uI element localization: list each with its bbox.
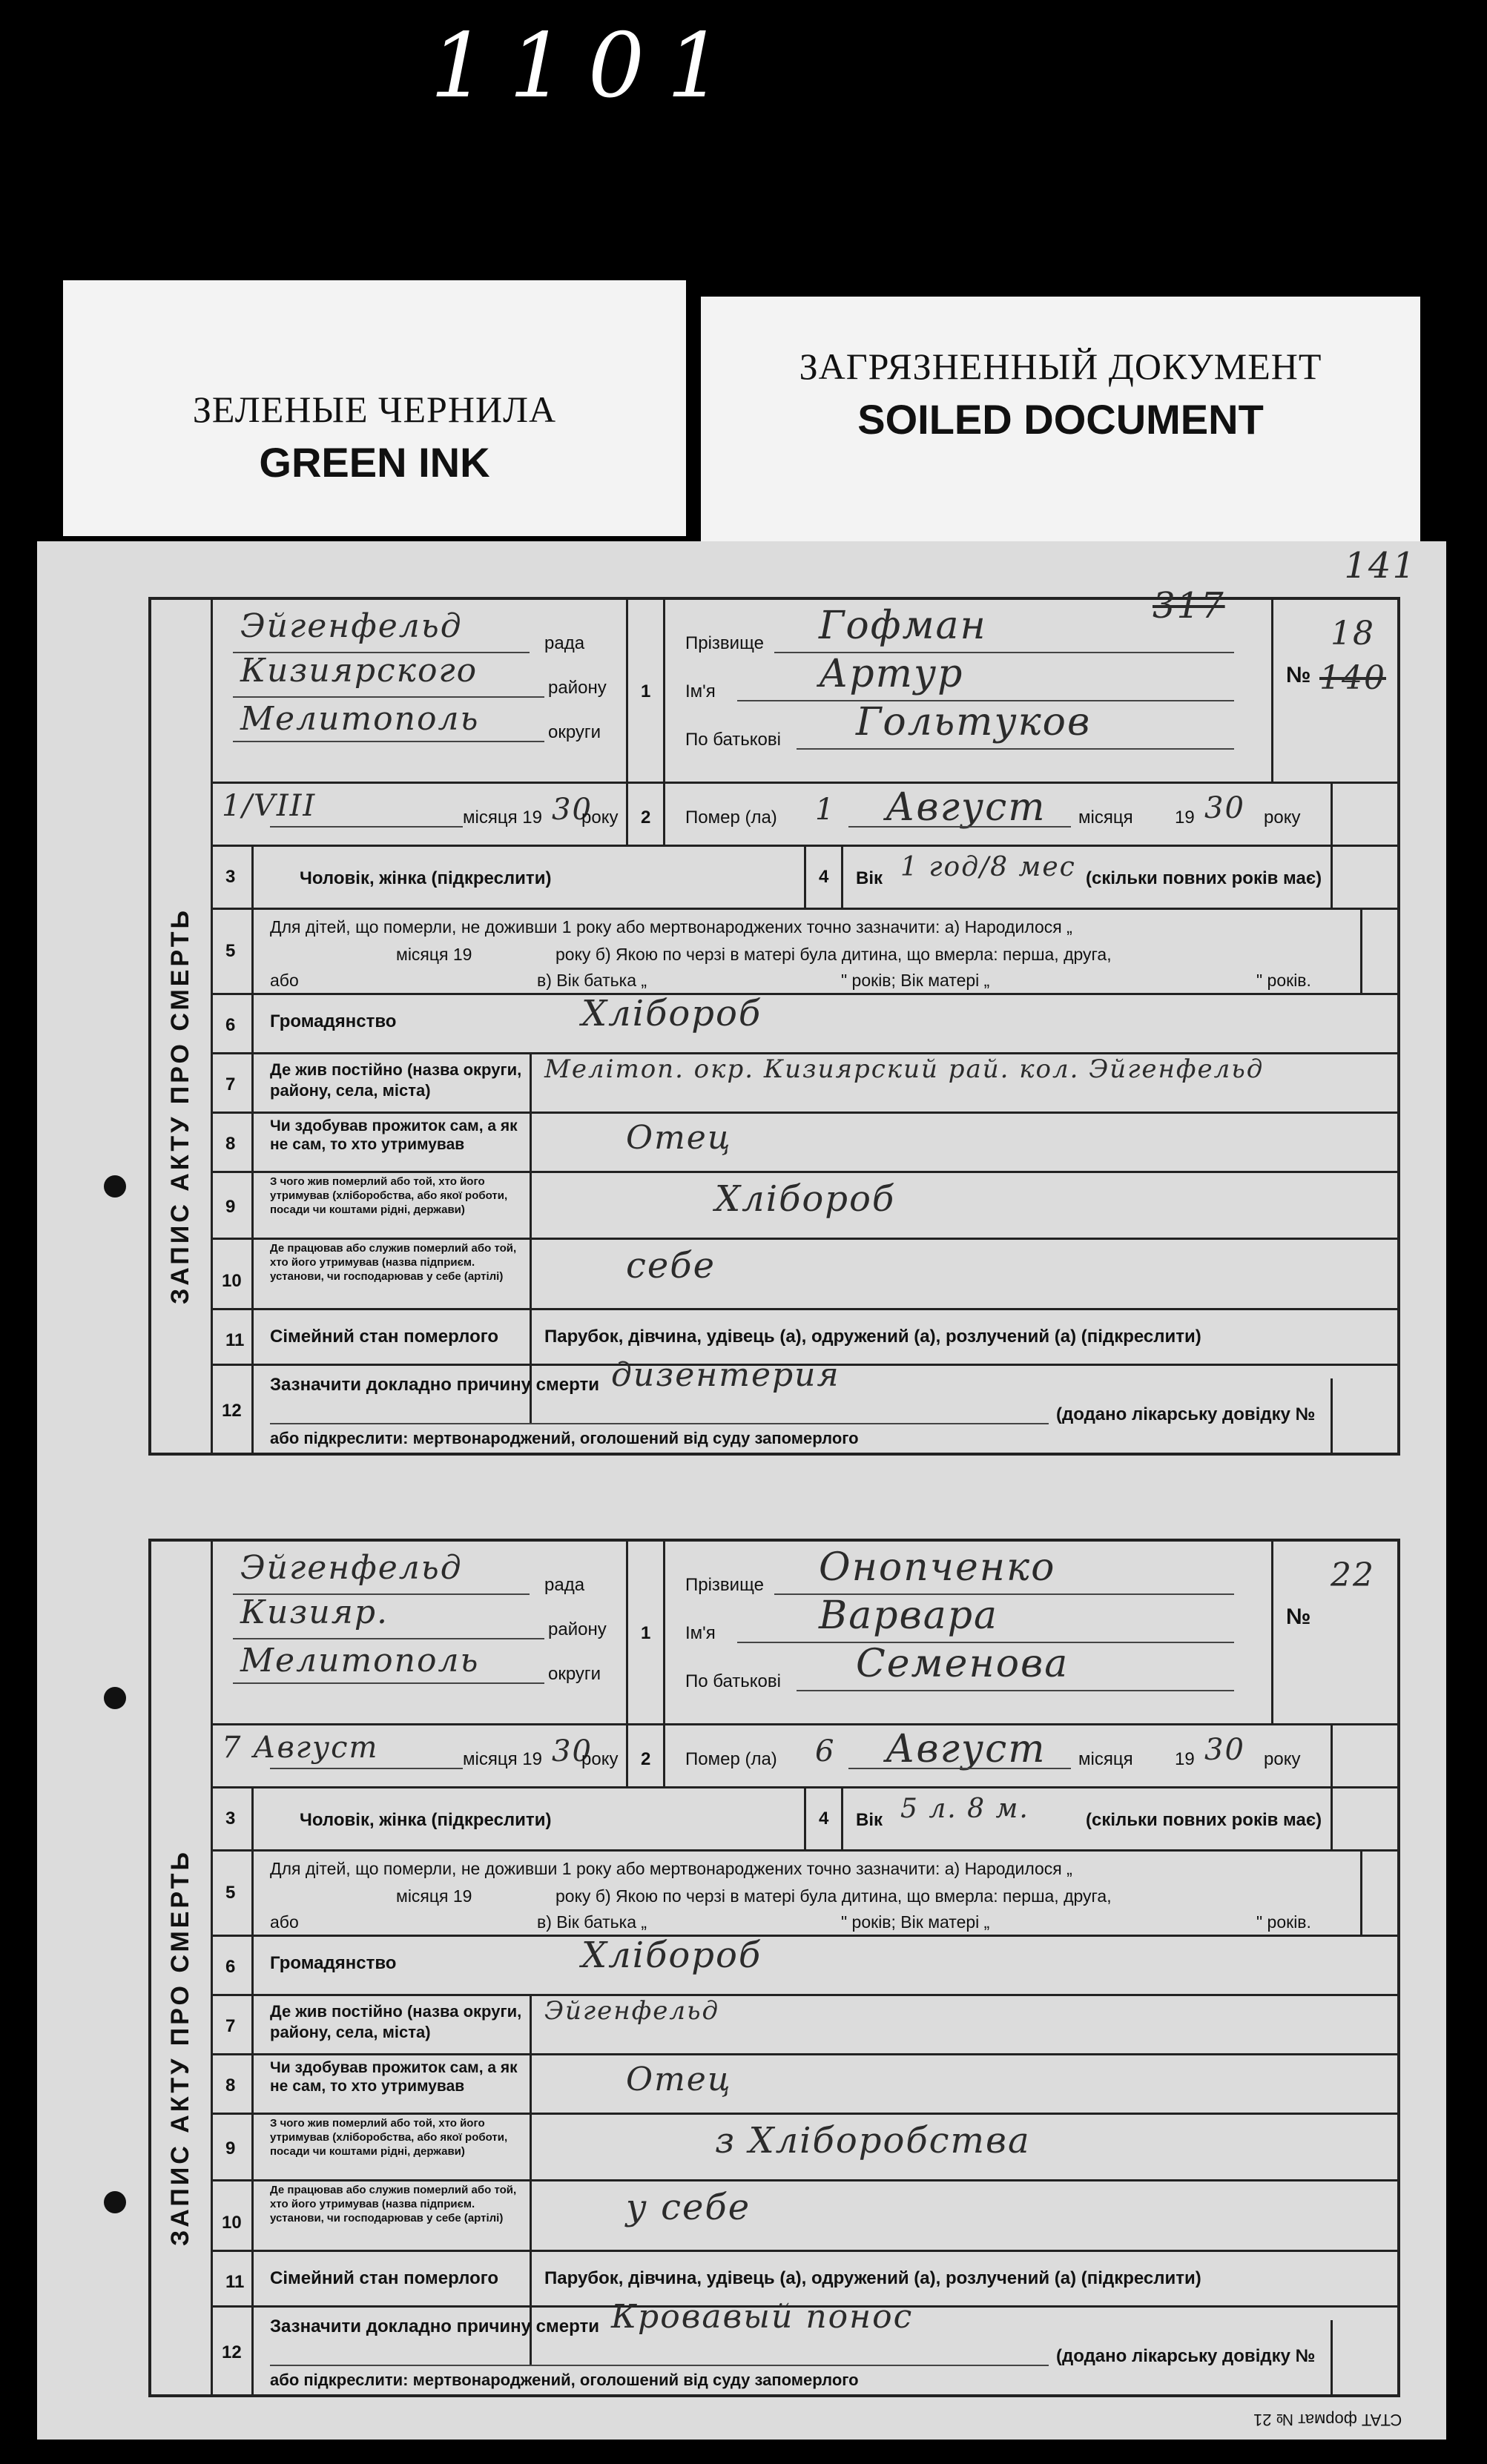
soiled-document-ru: ЗАГРЯЗНЕННЫЙ ДОКУМЕНТ (799, 346, 1322, 387)
age-label: Вік (856, 868, 883, 888)
row-number: 4 (819, 1809, 829, 1829)
workplace-label: Де працював або служив померлий або той, хто його утримував (назва підприєм. установи, чи господарював у себе (артілі) (270, 1242, 517, 1283)
residence-label: Де жив постійно (назва округи, району, села, міста) (270, 1060, 522, 1100)
death-record-form (148, 1539, 1400, 2397)
children-line-1: Для дітей, що померли, не доживши 1 року або мертвонароджених точно зазначити: а) Народилося „ (270, 917, 1072, 937)
cause-value: Кровавый понос (611, 2298, 914, 2336)
children-line-2a: місяця 19 (396, 1886, 472, 1906)
age-note: (скільки повних років має) (1086, 868, 1322, 888)
rayon-value: Кизияр. (240, 1593, 389, 1631)
punch-hole (104, 2191, 126, 2213)
row-number: 12 (222, 1401, 242, 1421)
row-number: 9 (225, 1197, 236, 1217)
cause-label: Зазначити докладно причину смерти (270, 2316, 599, 2336)
cause-label: Зазначити докладно причину смерти (270, 1375, 599, 1395)
death-record-form (148, 585, 1400, 1456)
sex-label: Чоловік, жінка (підкреслити) (300, 868, 552, 888)
workplace-value: у себе (626, 2187, 751, 2228)
supported-label: Чи здобував прожиток сам, а як не сам, то хто утримував (270, 2059, 518, 2095)
surname-value: Онопченко (819, 1545, 1056, 1590)
record-number-note: 317 (1153, 585, 1225, 627)
rada-label: рада (544, 1575, 585, 1595)
children-line-2a: місяця 19 (396, 945, 472, 964)
livelihood-value: Хлібороб (715, 1178, 896, 1220)
age-label: Вік (856, 1810, 883, 1830)
death-year-label: року (1264, 807, 1301, 828)
okrug-value: Мелитополь (240, 700, 480, 738)
children-line-3d: " років. (1256, 1912, 1311, 1932)
medical-cert-label: (додано лікарську довідку № (1056, 1404, 1316, 1424)
death-year: 30 (1204, 1733, 1245, 1767)
children-line-3c: " років; Вік матері „ (841, 1912, 990, 1932)
reg-year-label: року (581, 807, 619, 828)
surname-value: Гофман (819, 604, 987, 648)
name-label: Ім'я (685, 681, 716, 701)
registration-date: 1/VIII (222, 789, 317, 823)
marital-options: Парубок, дівчина, удівець (а), одружений (а), розлучений (а) (підкреслити) (544, 2268, 1201, 2288)
reg-year-label: року (581, 1749, 619, 1769)
children-line-3b: в) Вік батька „ (537, 971, 647, 990)
death-month: Август (886, 785, 1046, 830)
record-no-label: № (1286, 663, 1311, 687)
patronymic-label: По батькові (685, 730, 781, 750)
okrug-value: Мелитополь (240, 1642, 480, 1679)
green-ink-ru: ЗЕЛЕНЫЕ ЧЕРНИЛА (192, 389, 557, 430)
page-number: 141 (1344, 545, 1417, 587)
row-number: 5 (225, 1883, 236, 1903)
residence-value: Эйгенфельд (544, 1996, 720, 2026)
row-number: 11 (225, 1330, 245, 1350)
name-label: Ім'я (685, 1623, 716, 1643)
death-day: 6 (815, 1734, 836, 1768)
row-number: 3 (225, 1809, 236, 1829)
form-side-title: ЗАПИС АКТУ ПРО СМЕРТЬ (166, 1849, 194, 2246)
rayon-label: району (548, 678, 607, 698)
cause-value: дизентерия (611, 1356, 840, 1394)
rayon-value: Кизиярского (240, 652, 478, 690)
children-line-2b: року б) Якою по черзі в матері була дитина, що вмерла: перша, друга, (555, 1886, 1112, 1906)
death-day: 1 (815, 793, 836, 827)
age-value: 5 л. 8 м. (900, 1794, 1029, 1824)
row-number: 2 (641, 1749, 651, 1769)
row-number: 6 (225, 1957, 236, 1977)
citizenship-value: Хлібороб (581, 1935, 762, 1976)
stillborn-label: або підкреслити: мертвонароджений, оголошений від суду запомерлого (270, 1429, 859, 1447)
row-number: 6 (225, 1015, 236, 1035)
row-number: 11 (225, 2272, 245, 2292)
workplace-value: себе (626, 1245, 716, 1287)
supported-value: Отец (626, 1119, 732, 1157)
row-number: 1 (641, 681, 651, 701)
patronymic-label: По батькові (685, 1671, 781, 1691)
name-value: Артур (819, 652, 964, 696)
death-label: Помер (ла) (685, 1749, 777, 1769)
marital-label: Сімейний стан померлого (270, 1327, 499, 1347)
record-number-old: 140 (1319, 659, 1386, 697)
row-number: 7 (225, 1074, 236, 1094)
workplace-label: Де працював або служив померлий або той, хто його утримував (назва підприєм. установи, чи господарював у себе (артілі) (270, 2184, 517, 2224)
marital-label: Сімейний стан померлого (270, 2268, 499, 2288)
form-side-title: ЗАПИС АКТУ ПРО СМЕРТЬ (166, 908, 194, 1304)
rada-label: рада (544, 633, 585, 653)
marital-options: Парубок, дівчина, удівець (а), одружений (а), розлучений (а) (підкреслити) (544, 1327, 1201, 1347)
death-month-label: місяця (1078, 1749, 1133, 1769)
green-ink-en: GREEN INK (259, 439, 490, 486)
children-line-3a: або (270, 1912, 299, 1932)
age-value: 1 год/8 мес (900, 852, 1076, 882)
children-line-3c: " років; Вік матері „ (841, 971, 990, 990)
row-number: 1 (641, 1623, 651, 1643)
citizenship-value: Хлібороб (581, 993, 762, 1034)
surname-label: Прізвище (685, 1575, 764, 1595)
sex-label: Чоловік, жінка (підкреслити) (300, 1810, 552, 1830)
citizenship-label: Громадянство (270, 1011, 397, 1031)
death-year: 30 (1204, 791, 1245, 825)
medical-cert-label: (додано лікарську довідку № (1056, 2346, 1316, 2366)
stillborn-label: або підкреслити: мертвонароджений, оголошений від суду запомерлого (270, 2371, 859, 2389)
row-number: 12 (222, 2342, 242, 2362)
age-note: (скільки повних років має) (1086, 1810, 1322, 1830)
supported-label: Чи здобував прожиток сам, а як не сам, то хто утримував (270, 1117, 518, 1153)
supported-value: Отец (626, 2061, 732, 2098)
row-number: 2 (641, 807, 651, 828)
okrug-label: округи (548, 1664, 601, 1684)
punch-hole (104, 1175, 126, 1198)
patronymic-value: Гольтуков (856, 700, 1092, 744)
reg-month-label: місяця 19 (463, 1749, 542, 1769)
record-number: 22 (1331, 1556, 1375, 1594)
record-number: 18 (1331, 615, 1375, 653)
residence-label: Де жив постійно (назва округи, району, села, міста) (270, 2002, 522, 2041)
death-year-label: року (1264, 1749, 1301, 1769)
record-no-label: № (1286, 1605, 1311, 1629)
death-year-prefix: 19 (1175, 1749, 1195, 1769)
punch-hole (104, 1687, 126, 1709)
reg-month-label: місяця 19 (463, 807, 542, 828)
row-number: 8 (225, 1134, 236, 1154)
death-year-prefix: 19 (1175, 807, 1195, 828)
green-ink-tab (63, 280, 686, 536)
livelihood-value: з Хліборобства (715, 2120, 1031, 2161)
row-number: 3 (225, 867, 236, 887)
livelihood-label: З чого жив померлий або той, хто його утримував (хліборобства, або якої роботи, посади чи коштами рідні, держави) (270, 1175, 508, 1216)
children-line-3b: в) Вік батька „ (537, 1912, 647, 1932)
row-number: 8 (225, 2075, 236, 2095)
registration-year: 30 (552, 793, 593, 827)
children-line-1: Для дітей, що померли, не доживши 1 року або мертвонароджених точно зазначити: а) Народилося „ (270, 1859, 1072, 1878)
citizenship-label: Громадянство (270, 1953, 397, 1973)
children-line-3d: " років. (1256, 971, 1311, 990)
soiled-document-tab (701, 297, 1420, 541)
residence-value: Мелітоп. окр. Кизиярский рай. кол. Эйгенфельд (544, 1054, 1265, 1084)
okrug-label: округи (548, 722, 601, 742)
children-line-2b: року б) Якою по черзі в матері була дитина, що вмерла: перша, друга, (555, 945, 1112, 964)
death-month: Август (886, 1727, 1046, 1771)
surname-label: Прізвище (685, 633, 764, 653)
livelihood-label: З чого жив померлий або той, хто його утримував (хліборобства, або якої роботи, посади чи коштами рідні, держави) (270, 2117, 508, 2158)
death-label: Помер (ла) (685, 807, 777, 828)
village-value: Эйгенфельд (240, 1549, 463, 1587)
children-line-3a: або (270, 971, 299, 990)
row-number: 10 (222, 2213, 242, 2233)
row-number: 4 (819, 867, 829, 887)
row-number: 7 (225, 2016, 236, 2036)
patronymic-value: Семенова (856, 1642, 1069, 1686)
archive-number: 1101 (430, 15, 746, 118)
name-value: Варвара (819, 1593, 999, 1638)
registration-year: 30 (552, 1734, 593, 1768)
village-value: Эйгенфельд (240, 607, 463, 645)
registration-date: 7 Август (222, 1731, 379, 1765)
row-number: 5 (225, 941, 236, 961)
footer-print: СТАТ формат № 21 (1253, 2411, 1402, 2429)
soiled-document-en: SOILED DOCUMENT (857, 396, 1264, 443)
death-month-label: місяця (1078, 807, 1133, 828)
row-number: 9 (225, 2138, 236, 2159)
rayon-label: району (548, 1619, 607, 1639)
row-number: 10 (222, 1271, 242, 1291)
